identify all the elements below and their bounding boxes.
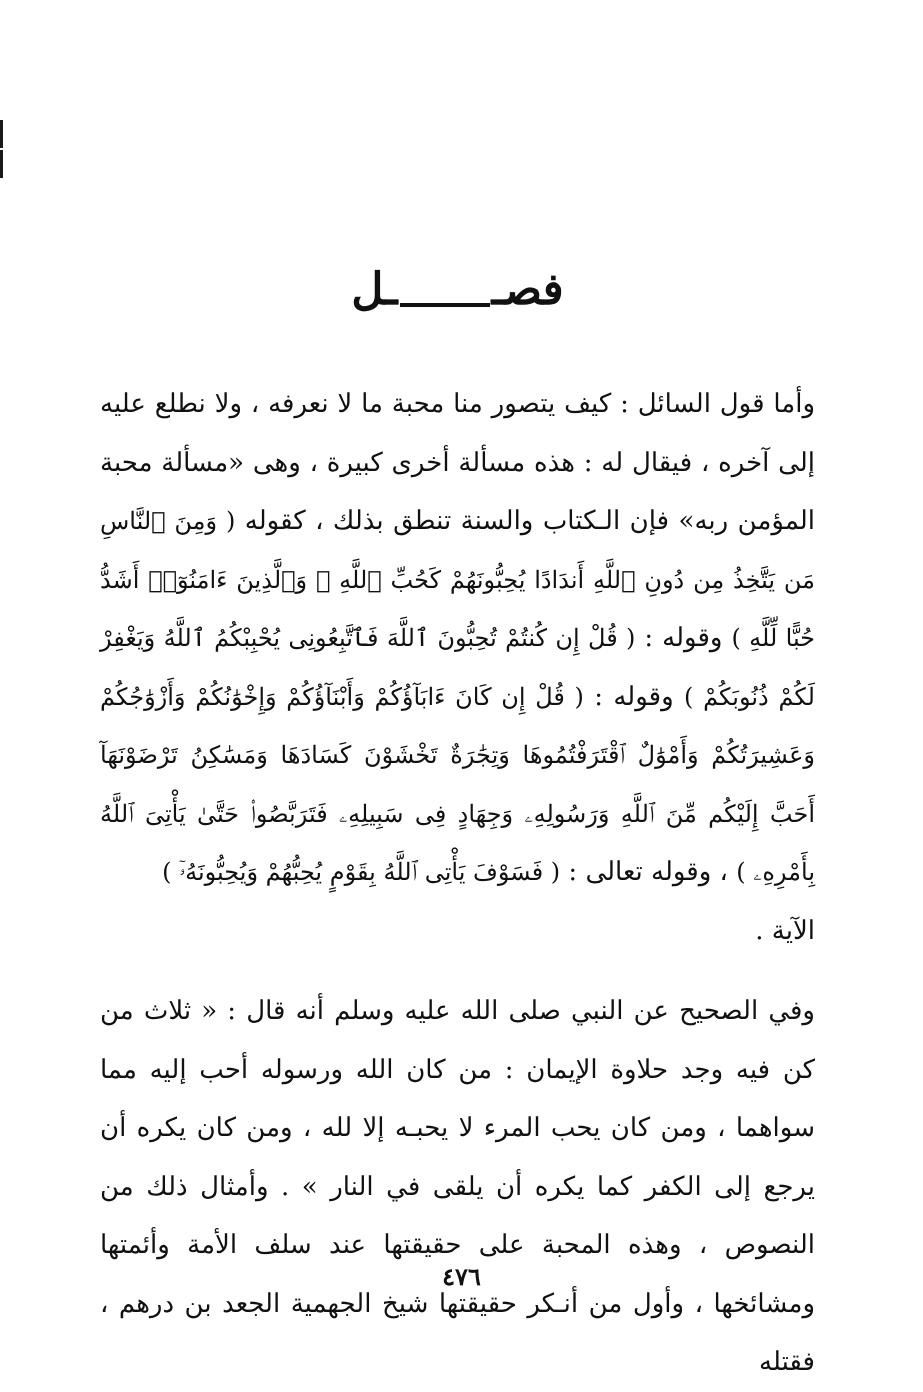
- paragraph-intro: وأما قول السائل : كيف يتصور منا محبة ما لا نعرفه ، ولا نطلع عليه إلى آخره ، فيقال له : هذه مسألة أخرى كبيرة ، وهى «مسألة محبة المؤمن ربه» فإن الـكتاب والسنة تنطق بذلك ، كقوله: [100, 389, 815, 536]
- margin-mark-bottom: [0, 150, 3, 178]
- section-heading-end: ـل: [351, 264, 398, 315]
- margin-mark-top: [0, 120, 3, 148]
- quran-verse-2: ( قُلْ إِن كُنتُمْ تُحِبُّونَ ٱللَّهَ فَٱتَّبِعُونِى يُحْبِبْكُمُ ٱللَّهُ وَيَغْفِرْ لَكُمْ ذُنُوبَكُمْ ): [100, 624, 815, 711]
- quran-verse-3: ( قُلْ إِن كَانَ ءَابَآؤُكُمْ وَأَبْنَآؤُكُمْ وَإِخْوَٰنُكُمْ وَأَزْوَٰجُكُمْ وَعَشِيرَتُكُمْ وَأَمْوَٰلٌ ٱقْتَرَفْتُمُوهَا وَتِجَٰرَةٌ تَخْشَوْنَ كَسَادَهَا وَمَسَٰكِنُ تَرْضَوْنَهَآ أَحَبَّ إِلَيْكُم مِّنَ ٱللَّهِ وَرَسُولِهِۦ وَجِهَادٍ فِى سَبِيلِهِۦ فَتَرَبَّصُوا۟ حَتَّىٰ يَأْتِىَ ٱللَّهُ بِأَمْرِهِۦ ): [100, 682, 815, 886]
- verse-joiner-1: وقوله :: [644, 623, 723, 653]
- paragraph-outro: الآية .: [755, 915, 815, 946]
- section-heading: [100, 250, 815, 330]
- page-number: ٤٧٦: [442, 1262, 481, 1291]
- verse-joiner-3: ، وقوله تعالى :: [568, 857, 728, 887]
- document-page: [100, 250, 815, 1392]
- paragraph-hadith: وفي الصحيح عن النبي صلى الله عليه وسلم أنه قال : « ثلاث من كن فيه وجد حلاوة الإيمان : من كان الله ورسوله أحب إليه مما سواهما ، ومن كان يحب المرء لا يحبـه إلا لله ، ومن كان يكره أن يرجع إلى الكفر كما يكره أن يلقى في النار » . وأمثال ذلك من النصوص ، وهذه المحبة على حقيقتها عند سلف الأمة وأئمتها ومشائخها ، وأول من أنـكر حقيقتها شيخ الجهمية الجعد بن درهم ، فقتله: [100, 996, 815, 1377]
- quran-verse-1: ( وَمِنَ ٱلنَّاسِ مَن يَتَّخِذُ مِن دُونِ ٱللَّهِ أَندَادًا يُحِبُّونَهُمْ كَحُبِّ ٱللَّهِ ۖ وَٱلَّذِينَ ءَامَنُوٓا۟ أَشَدُّ حُبًّا لِّلَّهِ ): [100, 507, 816, 652]
- heading-kashida-stroke: [400, 303, 490, 307]
- quran-verse-4: ( فَسَوْفَ يَأْتِى ٱللَّهُ بِقَوْمٍ يُحِبُّهُمْ وَيُحِبُّونَهُۥٓ ): [162, 858, 561, 886]
- verse-joiner-2: وقوله :: [594, 681, 674, 712]
- section-heading-start: فصـ: [491, 264, 564, 315]
- paragraph-love-of-god: [100, 375, 815, 960]
